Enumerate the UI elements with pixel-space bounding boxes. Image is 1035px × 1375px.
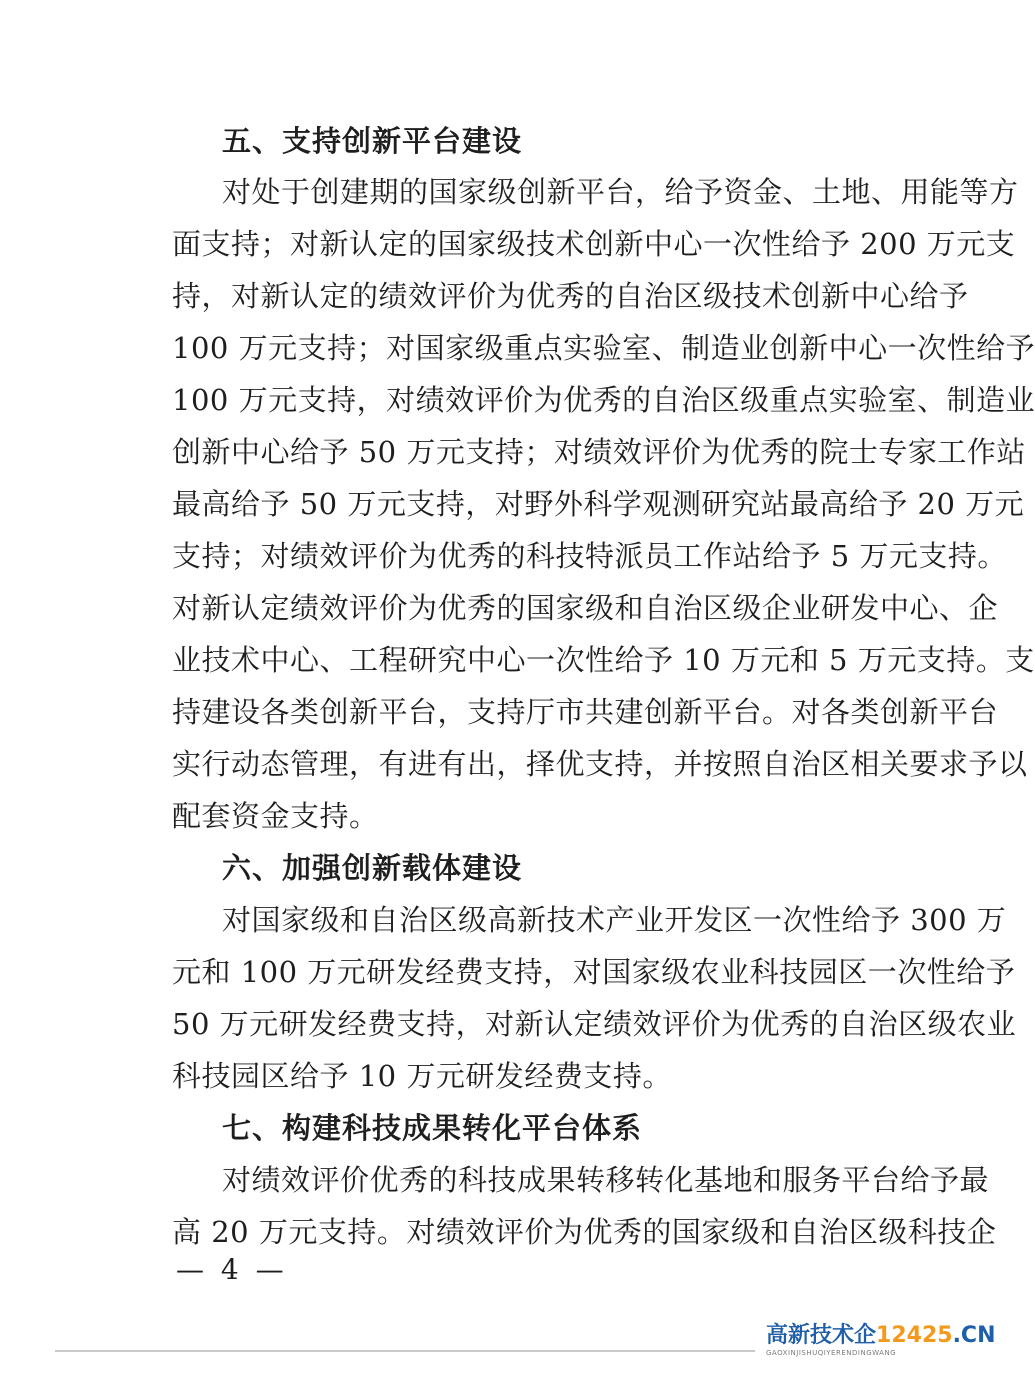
paragraph-line: 创新中心给予 50 万元支持；对绩效评价为优秀的院士专家工作站 <box>172 435 1026 469</box>
paragraph-line: 持建设各类创新平台，支持厅市共建创新平台。对各类创新平台 <box>172 695 999 729</box>
section-6-heading: 六、加强创新载体建设 <box>222 851 523 885</box>
paragraph-line: 对处于创建期的国家级创新平台，给予资金、土地、用能等方 <box>222 175 1019 209</box>
watermark-text: 高新技术企 <box>766 1323 877 1348</box>
page-number: — 4 — <box>176 1253 288 1286</box>
paragraph-line: 支持；对绩效评价为优秀的科技特派员工作站给予 5 万元支持。 <box>172 539 1007 573</box>
paragraph-line: 面支持；对新认定的国家级技术创新中心一次性给予 200 万元支 <box>172 227 1016 261</box>
paragraph-line: 实行动态管理，有进有出，择优支持，并按照自治区相关要求予以 <box>172 747 1028 781</box>
paragraph-line: 对国家级和自治区级高新技术产业开发区一次性给予 300 万 <box>222 903 1007 937</box>
section-5-heading: 五、支持创新平台建设 <box>222 124 523 158</box>
watermark-brand <box>766 1323 995 1349</box>
paragraph-line: 最高给予 50 万元支持，对野外科学观测研究站最高给予 20 万元 <box>172 487 1025 521</box>
watermark-number: 12425 <box>876 1323 953 1348</box>
paragraph-line: 对新认定绩效评价为优秀的国家级和自治区级企业研发中心、企 <box>172 591 999 625</box>
watermark-subtitle: GAOXINJISHUQIYERENDINGWANG <box>766 1349 897 1357</box>
section-7-heading: 七、构建科技成果转化平台体系 <box>222 1111 643 1145</box>
paragraph-line: 50 万元研发经费支持，对新认定绩效评价为优秀的自治区级农业 <box>172 1007 1017 1041</box>
paragraph-line: 业技术中心、工程研究中心一次性给予 10 万元和 5 万元支持。支 <box>172 643 1035 677</box>
paragraph-line: 持，对新认定的绩效评价为优秀的自治区级技术创新中心给予 <box>172 279 969 313</box>
paragraph-line: 元和 100 万元研发经费支持，对国家级农业科技园区一次性给予 <box>172 955 1016 989</box>
paragraph-line: 100 万元支持；对国家级重点实验室、制造业创新中心一次性给予 <box>172 331 1035 365</box>
paragraph-line: 科技园区给予 10 万元研发经费支持。 <box>172 1059 672 1093</box>
paragraph-line: 高 20 万元支持。对绩效评价为优秀的国家级和自治区级科技企 <box>172 1215 997 1249</box>
watermark-suffix: .CN <box>952 1323 996 1348</box>
paragraph-line: 配套资金支持。 <box>172 799 379 833</box>
bottom-divider <box>55 1350 755 1352</box>
paragraph-line: 对绩效评价优秀的科技成果转移转化基地和服务平台给予最 <box>222 1163 990 1197</box>
paragraph-line: 100 万元支持，对绩效评价为优秀的自治区级重点实验室、制造业 <box>172 383 1035 417</box>
site-watermark <box>760 1312 995 1368</box>
